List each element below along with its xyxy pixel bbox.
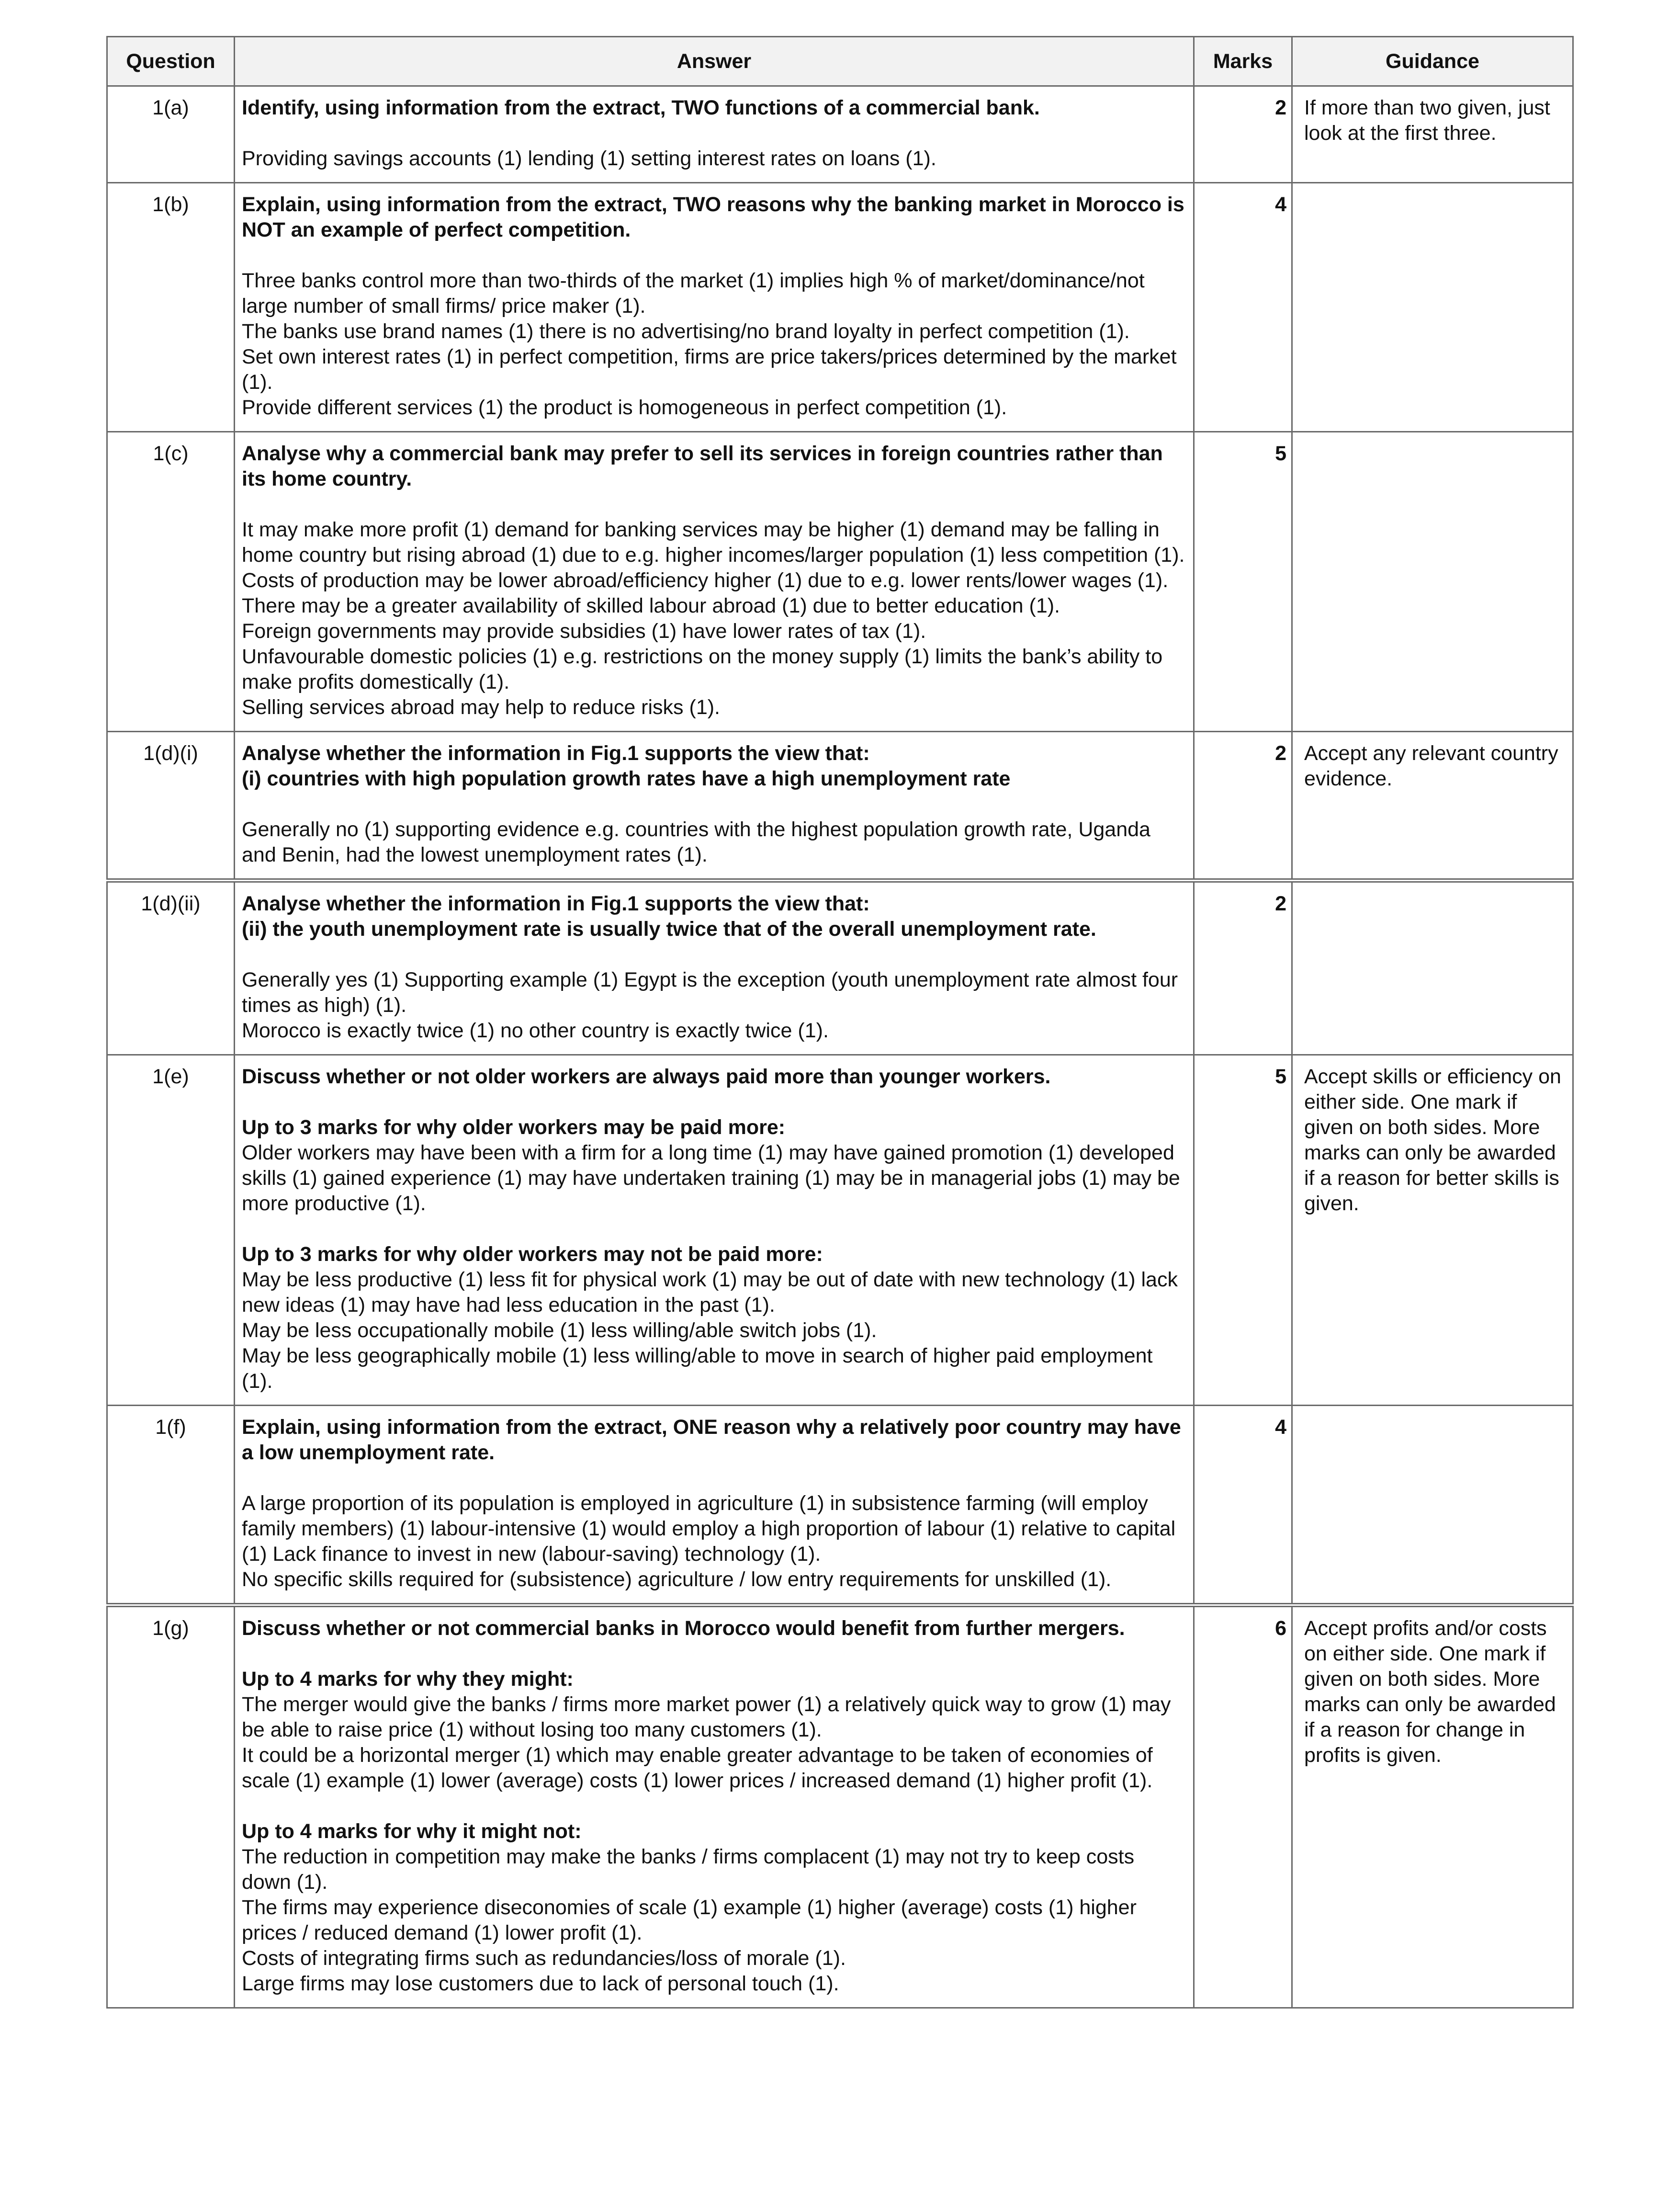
answer-line: It may make more profit (1) demand for banking services may be higher (1) demand may be falling in home country but rising abroad (1) due to e.g. higher incomes/larger population (1) less competition (1). [242, 518, 1185, 567]
answer-section [242, 1115, 1186, 1216]
answer-cell [235, 732, 1194, 881]
question-prompt: Analyse whether the information in Fig.1 supports the view that: [242, 892, 870, 915]
answer-cell [235, 1406, 1194, 1605]
guidance-text [1292, 432, 1573, 732]
guidance-text [1292, 881, 1573, 1055]
marks-value: 5 [1194, 1055, 1292, 1406]
question-number: 1(d)(i) [107, 732, 235, 881]
answer-line: Three banks control more than two-thirds of the market (1) implies high % of market/dominance/not large number of small firms/ price maker (1). [242, 269, 1145, 318]
question-prompt: Discuss whether or not commercial banks in Morocco would benefit from further mergers. [242, 1617, 1125, 1640]
marks-value: 4 [1194, 183, 1292, 432]
answer-text [242, 967, 1186, 1044]
answer-section [242, 1667, 1186, 1794]
question-prompt-subpart: (i) countries with high population growth rates have a high unemployment rate [242, 767, 1011, 790]
question-number: 1(a) [107, 86, 235, 183]
marks-value: 5 [1194, 432, 1292, 732]
answer-section [242, 1819, 1186, 1997]
answer-line: Older workers may have been with a firm for a long time (1) may have gained promotion (1) developed skills (1) gained experience (1) may have undertaken training (1) may be in managerial jobs (1) may be more productive (1). [242, 1141, 1180, 1215]
answer-cell [235, 86, 1194, 183]
answer-column-header: Answer [235, 37, 1194, 86]
question-number: 1(e) [107, 1055, 235, 1406]
question-column-header: Question [107, 37, 235, 86]
answer-cell [235, 432, 1194, 732]
section-heading: Up to 3 marks for why older workers may not be paid more: [242, 1243, 823, 1266]
section-heading: Up to 4 marks for why they might: [242, 1668, 574, 1691]
answer-cell [235, 881, 1194, 1055]
answer-line: It could be a horizontal merger (1) which may enable greater advantage to be taken of economies of scale (1) example (1) lower (average) costs (1) lower prices / increased demand (1) higher profit (1). [242, 1744, 1153, 1792]
question-prompt: Explain, using information from the extract, TWO reasons why the banking market in Morocco is NOT an example of perfect competition. [242, 193, 1184, 241]
section-heading: Up to 3 marks for why older workers may be paid more: [242, 1116, 786, 1139]
question-number: 1(f) [107, 1406, 235, 1605]
question-prompt: Analyse why a commercial bank may prefer to sell its services in foreign countries rather than its home country. [242, 442, 1163, 490]
table-row [107, 183, 1573, 432]
question-number: 1(c) [107, 432, 235, 732]
answer-line: The banks use brand names (1) there is no advertising/no brand loyalty in perfect competition (1). [242, 320, 1130, 343]
answer-line: Unfavourable domestic policies (1) e.g. restrictions on the money supply (1) limits the bank’s ability to make profits domestically (1). [242, 645, 1163, 693]
table-row [107, 1605, 1573, 2008]
question-prompt: Identify, using information from the extract, TWO functions of a commercial bank. [242, 96, 1040, 119]
question-number: 1(g) [107, 1605, 235, 2008]
answer-line: Large firms may lose customers due to lack of personal touch (1). [242, 1972, 839, 1995]
answer-line: Costs of integrating firms such as redundancies/loss of morale (1). [242, 1947, 846, 1970]
marks-value: 2 [1194, 86, 1292, 183]
answer-line: Morocco is exactly twice (1) no other country is exactly twice (1). [242, 1019, 829, 1042]
table-row [107, 86, 1573, 183]
question-prompt: Analyse whether the information in Fig.1 supports the view that: [242, 742, 870, 765]
answer-line: May be less geographically mobile (1) less willing/able to move in search of higher paid employment (1). [242, 1344, 1153, 1393]
table-row [107, 432, 1573, 732]
guidance-text [1292, 1406, 1573, 1605]
answer-section [242, 1242, 1186, 1394]
answer-cell [235, 1605, 1194, 2008]
guidance-text: Accept profits and/or costs on either side. One mark if given on both sides. More marks can only be awarded if a reason for change in profits is given. [1292, 1605, 1573, 2008]
table-row [107, 732, 1573, 881]
answer-cell [235, 183, 1194, 432]
answer-text [242, 517, 1186, 720]
answer-line: Providing savings accounts (1) lending (1) setting interest rates on loans (1). [242, 147, 936, 170]
answer-line: Costs of production may be lower abroad/efficiency higher (1) due to e.g. lower rents/lower wages (1). [242, 569, 1169, 592]
guidance-column-header: Guidance [1292, 37, 1573, 86]
table-row [107, 1055, 1573, 1406]
table-row [107, 881, 1573, 1055]
guidance-text: If more than two given, just look at the first three. [1292, 86, 1573, 183]
guidance-text: Accept skills or efficiency on either side. One mark if given on both sides. More marks can only be awarded if a reason for better skills is given. [1292, 1055, 1573, 1406]
answer-line: Foreign governments may provide subsidies (1) have lower rates of tax (1). [242, 620, 926, 643]
guidance-text [1292, 183, 1573, 432]
marks-column-header: Marks [1194, 37, 1292, 86]
answer-cell [235, 1055, 1194, 1406]
answer-line: There may be a greater availability of skilled labour abroad (1) due to better education (1). [242, 594, 1060, 617]
answer-text [242, 268, 1186, 420]
question-prompt-subpart: (ii) the youth unemployment rate is usually twice that of the overall unemployment rate. [242, 918, 1096, 941]
marks-value: 2 [1194, 881, 1292, 1055]
marks-value: 4 [1194, 1406, 1292, 1605]
question-prompt: Discuss whether or not older workers are always paid more than younger workers. [242, 1065, 1051, 1088]
answer-line: Provide different services (1) the product is homogeneous in perfect competition (1). [242, 396, 1007, 419]
section-heading: Up to 4 marks for why it might not: [242, 1820, 582, 1843]
header-row [107, 37, 1573, 86]
marks-value: 6 [1194, 1605, 1292, 2008]
answer-line: The reduction in competition may make the banks / firms complacent (1) may not try to keep costs down (1). [242, 1845, 1135, 1894]
mark-scheme-table [106, 36, 1574, 2009]
answer-text [242, 1491, 1186, 1592]
answer-line: Set own interest rates (1) in perfect competition, firms are price takers/prices determined by the market (1). [242, 345, 1177, 394]
table-row [107, 1406, 1573, 1605]
answer-line: The merger would give the banks / firms more market power (1) a relatively quick way to grow (1) may be able to raise price (1) without losing too many customers (1). [242, 1693, 1171, 1741]
answer-line: Selling services abroad may help to reduce risks (1). [242, 696, 720, 719]
marks-value: 2 [1194, 732, 1292, 881]
answer-line: May be less occupationally mobile (1) less willing/able switch jobs (1). [242, 1319, 877, 1342]
answer-line: No specific skills required for (subsistence) agriculture / low entry requirements for unskilled (1). [242, 1568, 1112, 1591]
guidance-text: Accept any relevant country evidence. [1292, 732, 1573, 881]
answer-text [242, 817, 1186, 868]
answer-line: Generally yes (1) Supporting example (1) Egypt is the exception (youth unemployment rate almost four times as high) (1). [242, 968, 1178, 1017]
question-prompt: Explain, using information from the extract, ONE reason why a relatively poor country may have a low unemployment rate. [242, 1416, 1181, 1464]
question-number: 1(b) [107, 183, 235, 432]
answer-line: May be less productive (1) less fit for physical work (1) may be out of date with new technology (1) lack new ideas (1) may have had less education in the past (1). [242, 1268, 1178, 1317]
answer-line: Generally no (1) supporting evidence e.g. countries with the highest population growth rate, Uganda and Benin, had the lowest unemployment rates (1). [242, 818, 1150, 866]
answer-line: A large proportion of its population is employed in agriculture (1) in subsistence farming (will employ family members) (1) labour-intensive (1) would employ a high proportion of labour (1) relative to capital (1) Lack finance to invest in new (labour-saving) technology (1). [242, 1492, 1176, 1566]
question-number: 1(d)(ii) [107, 881, 235, 1055]
answer-text [242, 146, 1186, 171]
answer-line: The firms may experience diseconomies of scale (1) example (1) higher (average) costs (1) higher prices / reduced demand (1) lower profit (1). [242, 1896, 1137, 1944]
